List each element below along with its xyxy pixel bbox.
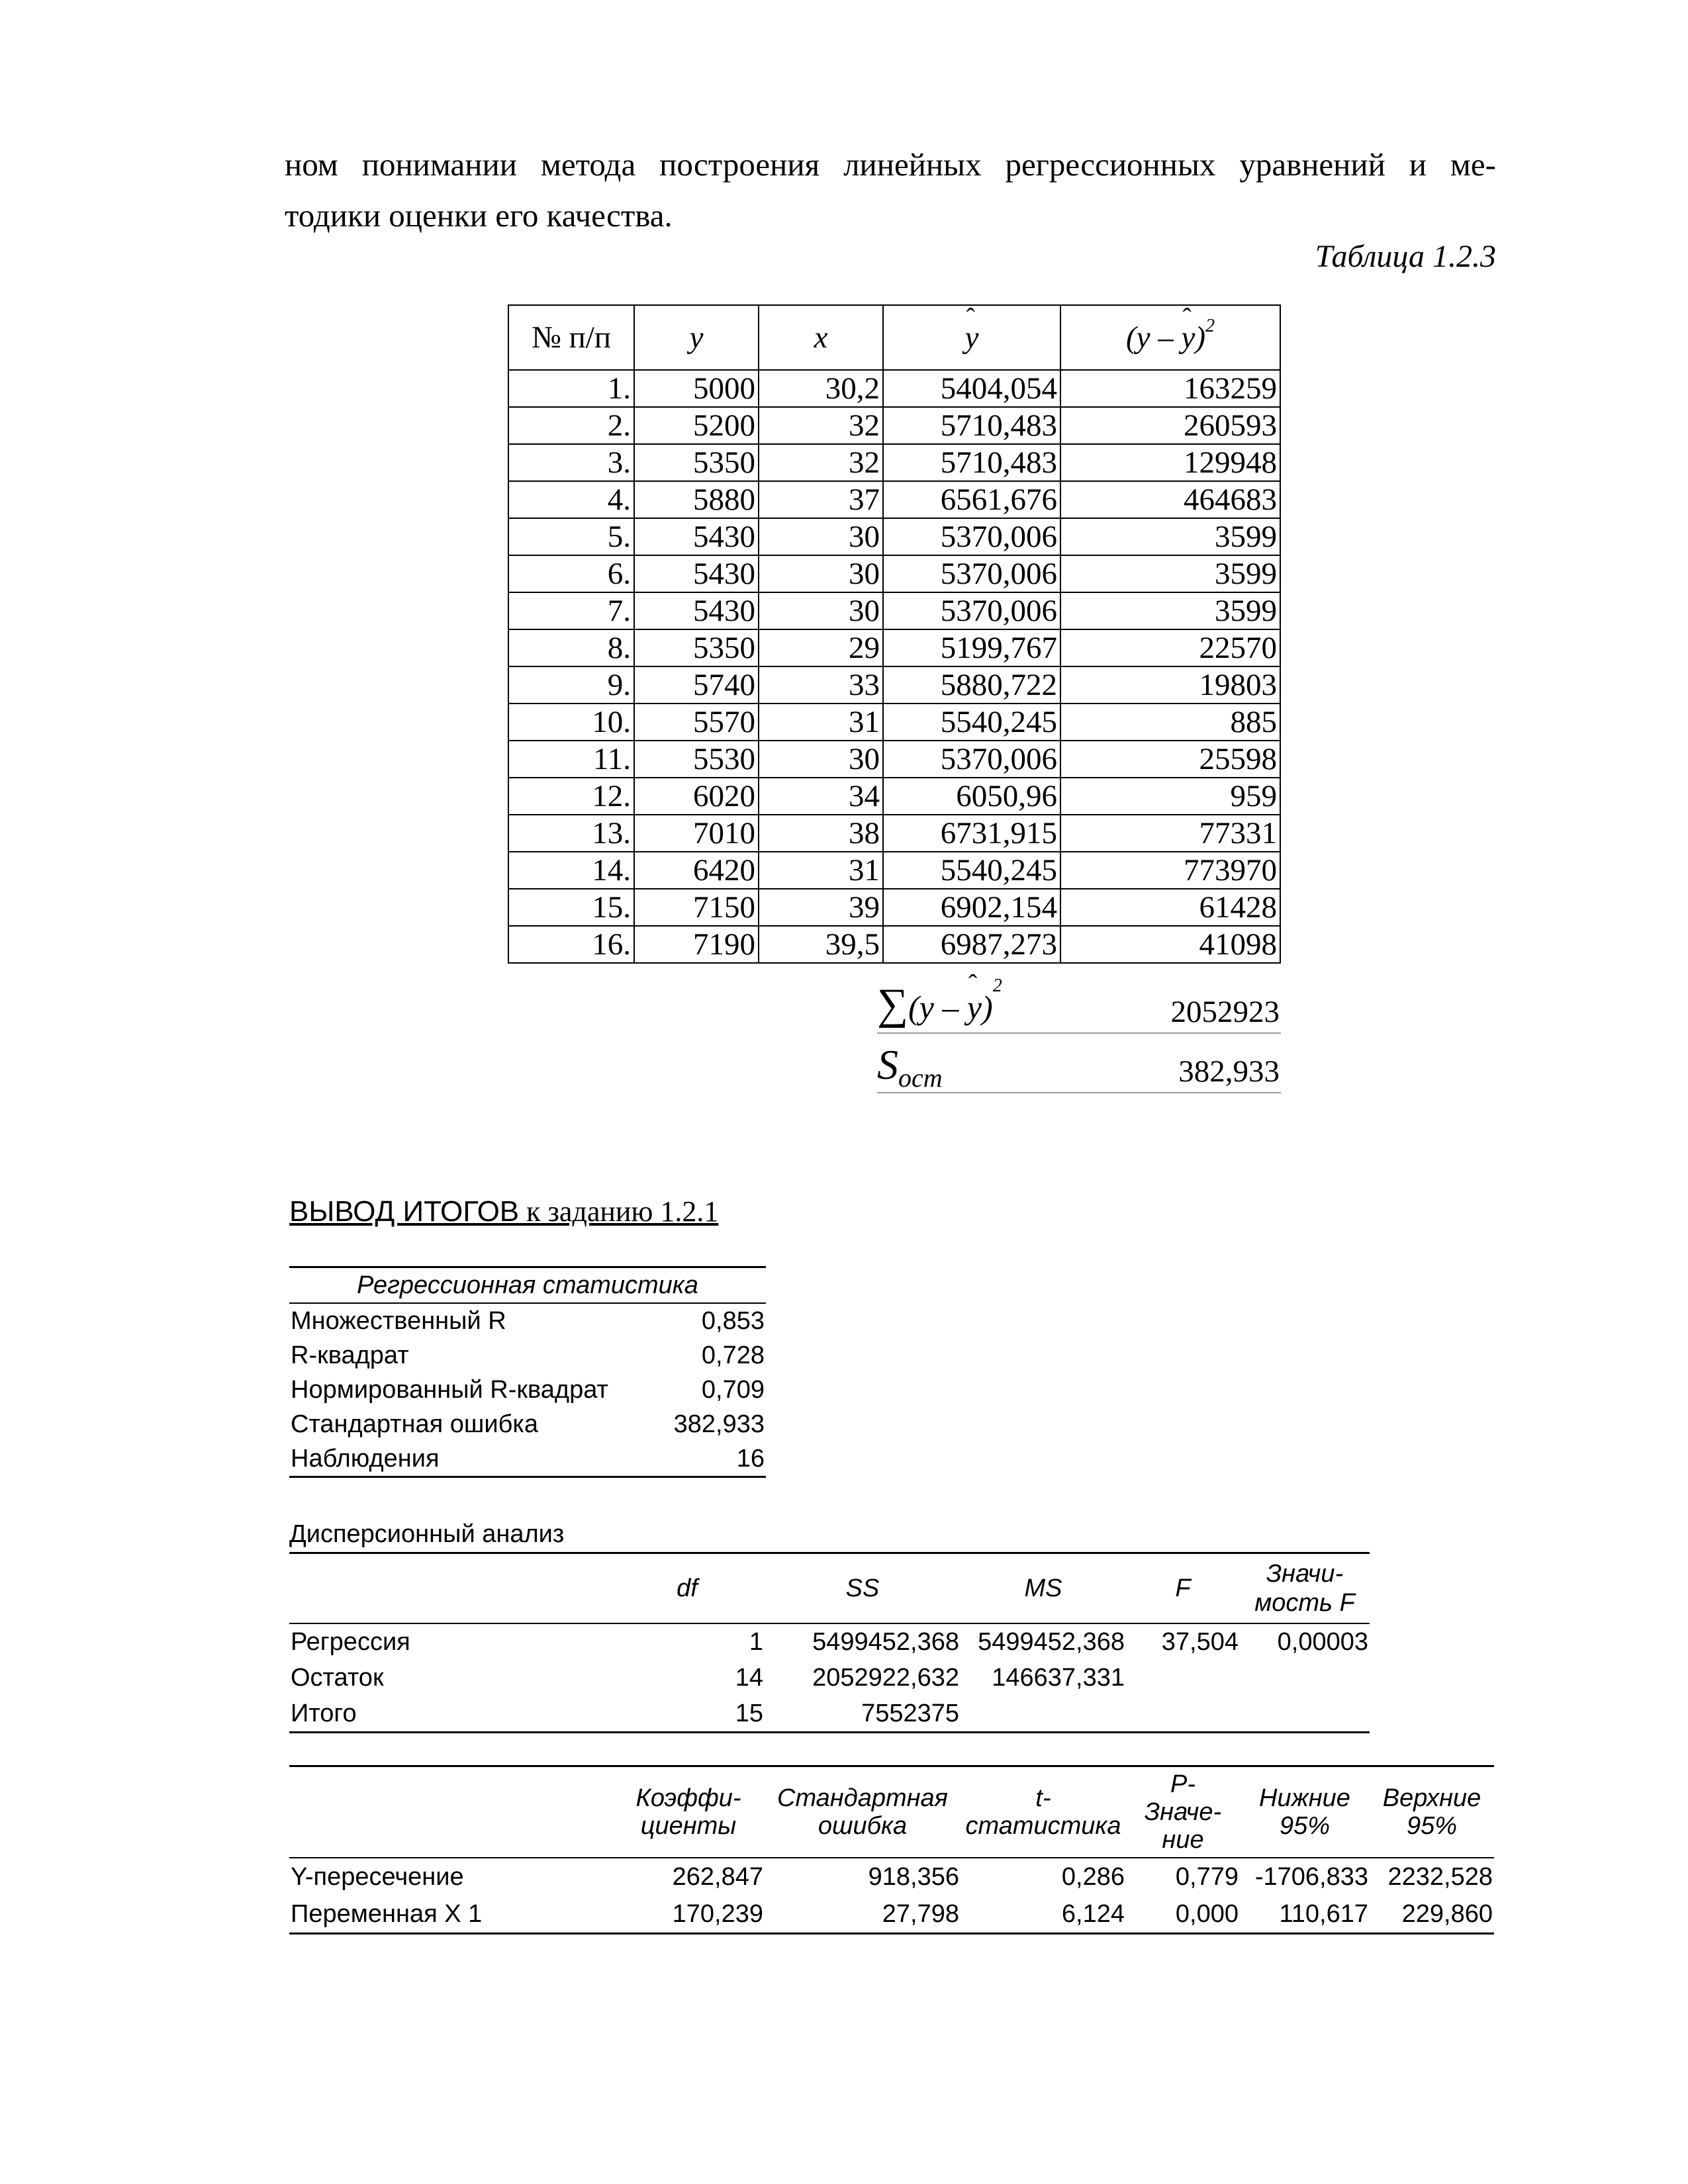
table-row	[508, 555, 1280, 592]
anova-header-ms: MS	[961, 1553, 1126, 1624]
table-caption: Таблица 1.2.3	[1315, 239, 1496, 274]
table-row	[508, 778, 1280, 815]
anova-label: Остаток	[291, 1664, 384, 1692]
table-row	[508, 629, 1280, 666]
coef-coef: 262,847	[672, 1863, 763, 1891]
row-number: 9.	[508, 666, 634, 704]
anova-ss: 7552375	[765, 1696, 961, 1733]
coef-header-p-value: P- Значе- ние	[1126, 1766, 1240, 1858]
row-number: 16.	[508, 926, 634, 963]
y-hat-value: 6561,676	[883, 481, 1060, 518]
y-hat-value: 5370,006	[883, 555, 1060, 592]
y-value: 7010	[634, 815, 759, 852]
table-row	[508, 407, 1280, 444]
sum-value: 2052923	[1170, 995, 1280, 1029]
anova-f	[1126, 1696, 1240, 1733]
y-value: 5530	[634, 741, 759, 778]
reg-stats-value: 0,709	[701, 1376, 765, 1404]
table-row	[508, 444, 1280, 481]
deviation-squared-value: 260593	[1060, 407, 1280, 444]
y-value: 5430	[634, 518, 759, 555]
y-hat-value: 6731,915	[883, 815, 1060, 852]
row-number: 4.	[508, 481, 634, 518]
reg-stats-row	[289, 1303, 766, 1338]
y-hat-value: 5370,006	[883, 741, 1060, 778]
y-value: 6420	[634, 852, 759, 889]
table-row	[508, 481, 1280, 518]
reg-stats-row	[289, 1441, 766, 1477]
dev-right: )	[1195, 320, 1206, 355]
coef-coef: 170,239	[612, 1895, 765, 1934]
header-number: № п/п	[508, 305, 634, 370]
reg-stats-value: 0,853	[701, 1307, 765, 1335]
coef-row	[289, 1895, 1494, 1934]
coef-se: 918,356	[868, 1863, 959, 1891]
reg-stats-label: Наблюдения	[289, 1441, 663, 1477]
x-value: 33	[759, 666, 883, 704]
table-row	[508, 852, 1280, 889]
deviation-squared-value: 773970	[1060, 852, 1280, 889]
coef-header-upper-95: Верхние 95%	[1370, 1766, 1494, 1858]
coef-header-t-stat: t- статистика	[961, 1766, 1126, 1858]
table-row	[508, 815, 1280, 852]
x-value: 39,5	[759, 926, 883, 963]
coef-row	[289, 1858, 1494, 1895]
deviation-squared-value: 61428	[1060, 889, 1280, 926]
anova-df: 1	[749, 1628, 763, 1656]
reg-stats-label: R-квадрат	[291, 1342, 409, 1369]
anova-header-ss: SS	[765, 1553, 961, 1624]
coef-header-lower-95: Нижние 95%	[1240, 1766, 1370, 1858]
y-hat-value: 5540,245	[883, 704, 1060, 741]
row-number: 1.	[508, 370, 634, 407]
s-residual-row	[877, 1034, 1281, 1093]
coef-lo: -1706,833	[1254, 1863, 1368, 1891]
row-number: 5.	[508, 518, 634, 555]
x-value: 32	[759, 407, 883, 444]
deviation-squared-value: 25598	[1060, 741, 1280, 778]
x-value: 29	[759, 629, 883, 666]
row-number: 10.	[508, 704, 634, 741]
x-value: 30,2	[759, 370, 883, 407]
header-y: y	[634, 305, 759, 370]
anova-header-significance: Значи- мость F	[1240, 1553, 1370, 1624]
y-hat-value: 6902,154	[883, 889, 1060, 926]
anova-f	[1126, 1660, 1240, 1696]
coef-se: 27,798	[765, 1895, 961, 1934]
anova-header-f: F	[1126, 1553, 1240, 1624]
y-hat-symbol: ˆ y	[965, 320, 979, 355]
row-number: 11.	[508, 741, 634, 778]
deviation-squared-value: 3599	[1060, 555, 1280, 592]
reg-stats-value: 382,933	[673, 1410, 765, 1438]
data-table	[508, 304, 1281, 964]
row-number: 3.	[508, 444, 634, 481]
coef-t: 6,124	[961, 1895, 1126, 1934]
deviation-squared-value: 77331	[1060, 815, 1280, 852]
y-hat-value: 6987,273	[883, 926, 1060, 963]
anova-f: 37,504	[1161, 1628, 1239, 1656]
dev-exponent: 2	[1205, 316, 1215, 336]
x-value: 32	[759, 444, 883, 481]
x-value: 37	[759, 481, 883, 518]
reg-stats-label: Нормированный R-квадрат	[291, 1376, 608, 1404]
table-header-row	[508, 305, 1280, 370]
summary-title	[289, 1195, 718, 1228]
x-value: 30	[759, 592, 883, 629]
reg-stats-header: Регрессионная статистика	[289, 1267, 766, 1304]
anova-ms: 5499452,368	[978, 1628, 1125, 1656]
coef-hi: 229,860	[1370, 1895, 1494, 1934]
table-row	[508, 666, 1280, 704]
deviation-squared-value: 3599	[1060, 592, 1280, 629]
anova-header-row	[289, 1553, 1370, 1624]
deviation-squared-value: 464683	[1060, 481, 1280, 518]
y-value: 7150	[634, 889, 759, 926]
anova-row	[289, 1623, 1370, 1660]
deviation-squared-value: 959	[1060, 778, 1280, 815]
x-value: 30	[759, 741, 883, 778]
anova-title: Дисперсионный анализ	[289, 1520, 565, 1548]
anova-sig	[1240, 1696, 1370, 1733]
reg-stats-label: Стандартная ошибка	[291, 1410, 539, 1438]
coefficients-table	[289, 1765, 1494, 1934]
header-x: x	[759, 305, 883, 370]
s-residual-label: Sост	[877, 1041, 943, 1093]
x-value: 39	[759, 889, 883, 926]
row-number: 12.	[508, 778, 634, 815]
dev-y-hat: ˆ y	[1181, 320, 1195, 355]
y-value: 5570	[634, 704, 759, 741]
y-hat-value: 5370,006	[883, 592, 1060, 629]
y-hat-value: 5710,483	[883, 444, 1060, 481]
anova-row	[289, 1660, 1370, 1696]
x-value: 38	[759, 815, 883, 852]
deviation-squared-value: 41098	[1060, 926, 1280, 963]
coef-label: Y-пересечение	[291, 1863, 464, 1891]
summary-title-suffix: к заданию 1.2.1	[519, 1195, 719, 1228]
x-value: 30	[759, 555, 883, 592]
deviation-squared-value: 19803	[1060, 666, 1280, 704]
anova-table	[289, 1552, 1370, 1733]
summary-title-main: ВЫВОД ИТОГОВ	[289, 1195, 520, 1228]
deviation-squared-value: 129948	[1060, 444, 1280, 481]
sum-row	[877, 976, 1281, 1034]
y-value: 7190	[634, 926, 759, 963]
x-value: 31	[759, 852, 883, 889]
coef-hi: 2232,528	[1387, 1863, 1493, 1891]
anova-ms: 146637,331	[992, 1664, 1125, 1692]
regression-statistics-table	[289, 1266, 766, 1478]
row-number: 14.	[508, 852, 634, 889]
table-row	[508, 592, 1280, 629]
y-value: 5880	[634, 481, 759, 518]
deviation-squared-value: 3599	[1060, 518, 1280, 555]
reg-stats-value: 16	[663, 1441, 766, 1477]
row-number: 6.	[508, 555, 634, 592]
y-value: 5350	[634, 629, 759, 666]
y-value: 5740	[634, 666, 759, 704]
coef-header-std-error: Стандартная ошибка	[765, 1766, 961, 1858]
anova-ms	[961, 1696, 1126, 1733]
reg-stats-row	[289, 1338, 766, 1373]
coef-p: 0,779	[1175, 1863, 1239, 1891]
table-row	[508, 741, 1280, 778]
x-value: 31	[759, 704, 883, 741]
s-residual-value: 382,933	[1178, 1054, 1280, 1089]
anova-df: 15	[610, 1696, 765, 1733]
coef-label: Переменная X 1	[289, 1895, 612, 1934]
anova-sig: 0,00003	[1277, 1628, 1368, 1656]
coef-t: 0,286	[1061, 1863, 1125, 1891]
deviation-squared-value: 22570	[1060, 629, 1280, 666]
table-row	[508, 889, 1280, 926]
y-value: 5000	[634, 370, 759, 407]
y-value: 6020	[634, 778, 759, 815]
anova-label: Регрессия	[291, 1628, 410, 1656]
intro-line-1: ном понимании метода построения линейных регрессионных уравнений и ме-	[285, 146, 1496, 183]
table-row	[508, 704, 1280, 741]
sum-label: ∑(y – ˆ y)$^2$	[877, 979, 1002, 1030]
y-value: 5430	[634, 592, 759, 629]
x-value: 30	[759, 518, 883, 555]
intro-paragraph	[285, 139, 1496, 241]
anova-ss: 2052922,632	[812, 1664, 959, 1692]
intro-line-2: тодики оценки его качества.	[285, 197, 673, 234]
row-number: 7.	[508, 592, 634, 629]
reg-stats-label: Множественный R	[291, 1307, 506, 1335]
coef-header-row	[289, 1766, 1494, 1858]
y-value: 5350	[634, 444, 759, 481]
deviation-squared-value: 885	[1060, 704, 1280, 741]
row-number: 13.	[508, 815, 634, 852]
anova-header-df: df	[610, 1553, 765, 1624]
coef-p: 0,000	[1126, 1895, 1240, 1934]
y-hat-value: 5199,767	[883, 629, 1060, 666]
dev-left: (y –	[1125, 320, 1182, 355]
anova-row	[289, 1696, 1370, 1733]
table-row	[508, 370, 1280, 407]
y-hat-value: 5880,722	[883, 666, 1060, 704]
y-hat-value: 5370,006	[883, 518, 1060, 555]
coef-lo: 110,617	[1240, 1895, 1370, 1934]
y-value: 5200	[634, 407, 759, 444]
header-deviation-squared	[1060, 305, 1280, 370]
coef-header-coefficients: Коэффи- циенты	[612, 1766, 765, 1858]
anova-df: 14	[735, 1664, 763, 1692]
x-value: 34	[759, 778, 883, 815]
anova-sig	[1240, 1660, 1370, 1696]
header-y-hat	[883, 305, 1060, 370]
row-number: 8.	[508, 629, 634, 666]
y-value: 5430	[634, 555, 759, 592]
y-hat-value: 5404,054	[883, 370, 1060, 407]
sigma-symbol: ∑	[877, 980, 909, 1028]
y-hat-value: 5540,245	[883, 852, 1060, 889]
row-number: 15.	[508, 889, 634, 926]
reg-stats-row	[289, 1407, 766, 1441]
deviation-squared-value: 163259	[1060, 370, 1280, 407]
anova-ss: 5499452,368	[812, 1628, 959, 1656]
y-hat-value: 6050,96	[883, 778, 1060, 815]
row-number: 2.	[508, 407, 634, 444]
table-row	[508, 518, 1280, 555]
anova-label: Итого	[289, 1696, 610, 1733]
y-hat-value: 5710,483	[883, 407, 1060, 444]
reg-stats-row	[289, 1373, 766, 1407]
reg-stats-value: 0,728	[701, 1342, 765, 1369]
table-row	[508, 926, 1280, 963]
